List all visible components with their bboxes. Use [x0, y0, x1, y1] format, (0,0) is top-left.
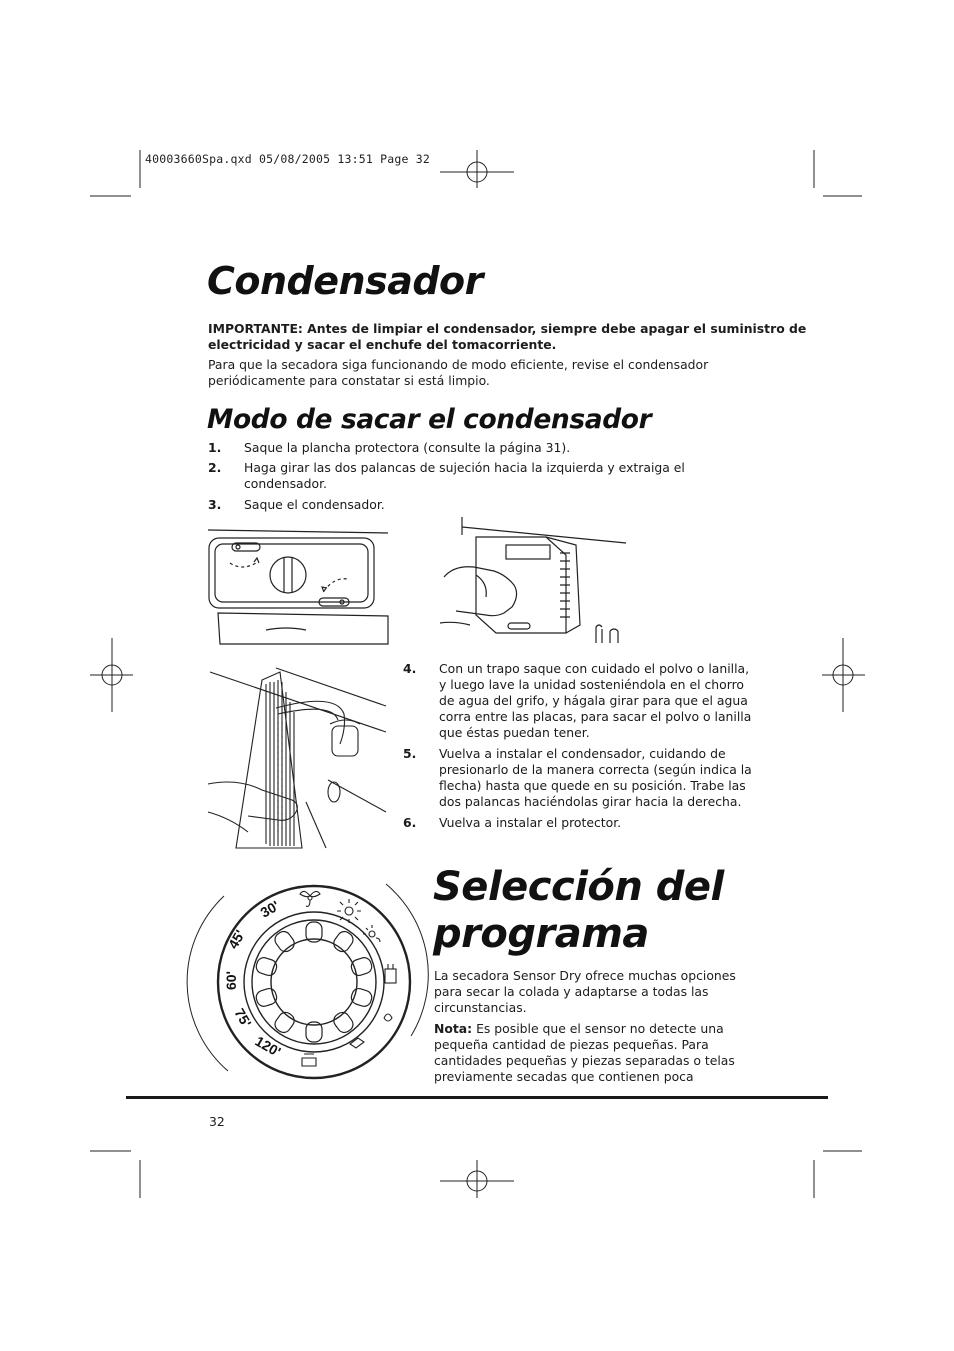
dial-label-75: 75' [231, 1005, 255, 1030]
step-text: y luego lave la unidad sosteniéndola en el chorro [439, 677, 744, 692]
dial-label-120: 120' [252, 1032, 284, 1060]
step-text: Haga girar las dos palancas de sujeción hacia la izquierda y extraiga el [244, 460, 685, 475]
step-text: dos palancas haciéndolas girar hacia la derecha. [439, 794, 742, 809]
step-text: corra entre las placas, para sacar el polvo o lanilla [439, 709, 752, 724]
washing-condenser-illustration [206, 662, 391, 852]
note-line [434, 1021, 724, 1037]
important-note-line-2: electricidad y sacar el enchufe del tomacorriente. [208, 337, 557, 352]
step-number: 2. [208, 460, 222, 475]
program-dial-illustration [206, 866, 422, 1086]
section-title-line-2: programa [433, 911, 649, 957]
step-text: Saque el condensador. [244, 497, 385, 512]
step-number: 3. [208, 497, 222, 512]
step-text: condensador. [244, 476, 327, 491]
important-note-line-1: IMPORTANTE: Antes de limpiar el condensador, siempre debe apagar el suministro de [208, 321, 807, 336]
section-heading: Modo de sacar el condensador [207, 404, 652, 435]
step-text: Saque la plancha protectora (consulte la página 31). [244, 440, 571, 455]
step-number: 6. [403, 815, 417, 830]
text-line: para secar la colada y adaptarse a todas las [434, 984, 709, 999]
step-text: presionarlo de la manera correcta (según indica la [439, 762, 752, 777]
text-line: previamente secadas que contienen poca [434, 1069, 694, 1084]
condenser-removal-illustration [436, 515, 636, 645]
step-text: Vuelva a instalar el protector. [439, 815, 622, 830]
footer-rule [126, 1096, 828, 1099]
step-number: 5. [403, 746, 417, 761]
step-text: Con un trapo saque con cuidado el polvo o lanilla, [439, 661, 750, 676]
section-title-line-1: Selección del [433, 864, 724, 910]
text-line: cantidades pequeñas y piezas separadas o telas [434, 1053, 735, 1068]
panel-levers-illustration [206, 528, 391, 646]
text-line: pequeña cantidad de piezas pequeñas. Para [434, 1037, 709, 1052]
intro-line-2: periódicamente para constatar si está limpio. [208, 373, 490, 388]
dial-label-30: 30' [257, 897, 282, 921]
dial-label-60: 60' [223, 971, 239, 990]
step-number: 4. [403, 661, 417, 676]
note-label: Nota: [434, 1021, 473, 1036]
intro-line-1: Para que la secadora siga funcionando de modo eficiente, revise el condensador [208, 357, 709, 372]
step-text: Vuelva a instalar el condensador, cuidando de [439, 746, 726, 761]
page-number: 32 [209, 1114, 225, 1129]
text-line: circunstancias. [434, 1000, 527, 1015]
file-slug: 40003660Spa.qxd 05/08/2005 13:51 Page 32 [145, 152, 430, 166]
step-text: de agua del grifo, y hágala girar para que el agua [439, 693, 748, 708]
step-text: que éstas puedan tener. [439, 725, 590, 740]
dial-label-45: 45' [224, 927, 249, 952]
step-text: flecha) hasta que quede en su posición. Trabe las [439, 778, 746, 793]
note-text: Es posible que el sensor no detecte una [472, 1021, 724, 1036]
page-title: Condensador [207, 259, 483, 303]
step-number: 1. [208, 440, 222, 455]
text-line: La secadora Sensor Dry ofrece muchas opciones [434, 968, 736, 983]
